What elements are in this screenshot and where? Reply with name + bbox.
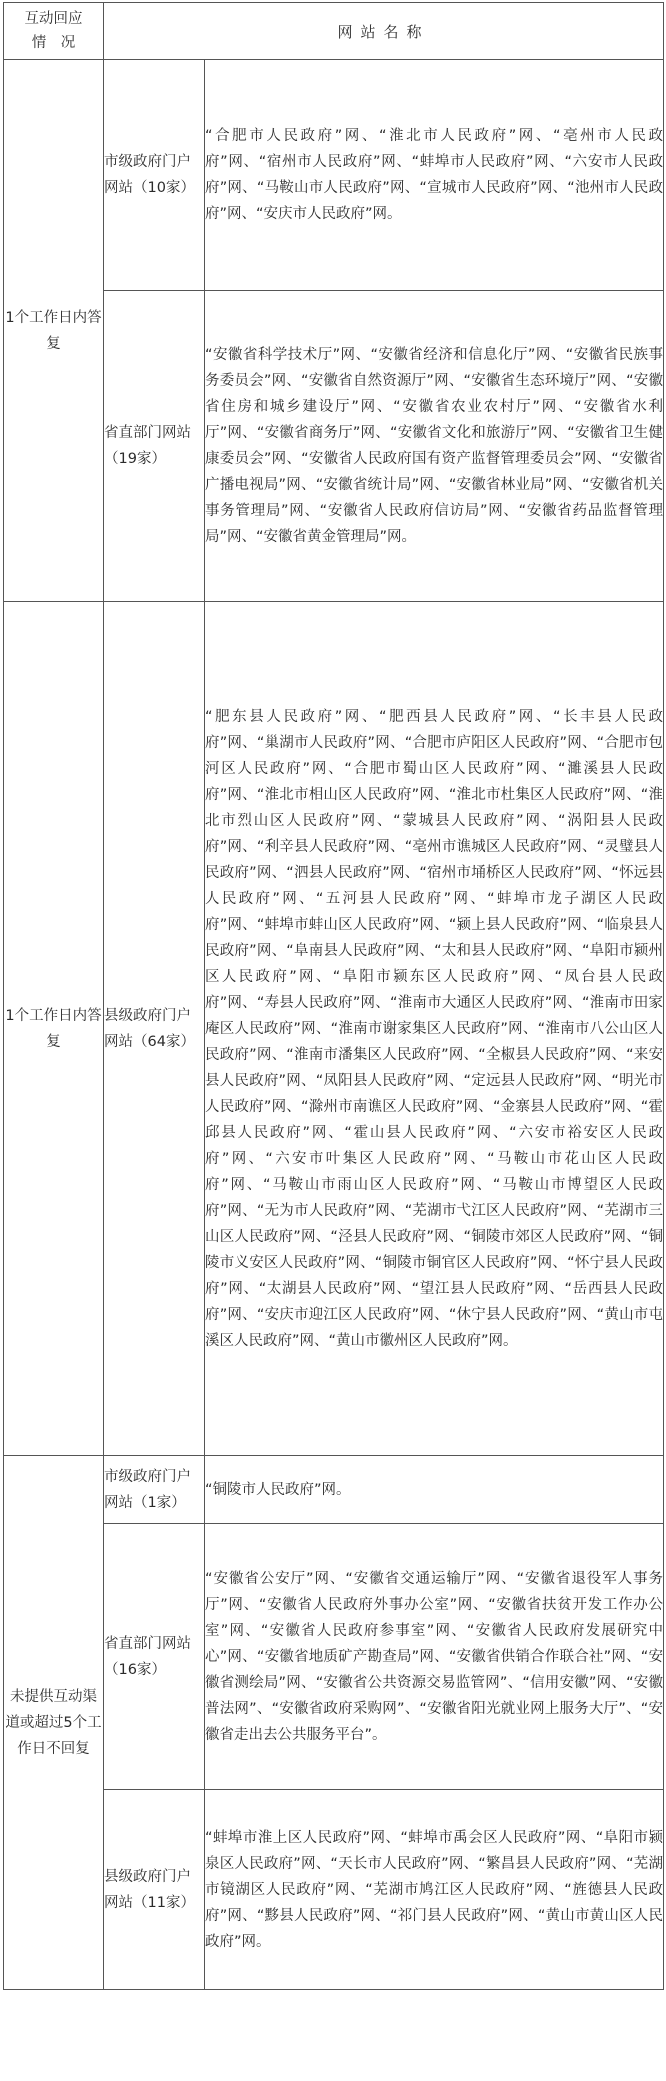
table-row (4, 602, 664, 1456)
category-cell: 市级政府门户网站（1家） (104, 1456, 205, 1524)
sites-cell: “铜陵市人民政府”网。 (205, 1456, 664, 1524)
sites-cell: “安徽省科学技术厅”网、“安徽省经济和信息化厅”网、“安徽省民族事务委员会”网、“安徽省自然资源厅”网、“安徽省生态环境厅”网、“安徽省住房和城乡建设厅”网、“安徽省农业农村厅”网、“安徽省水利厅”网、“安徽省商务厅”网、“安徽省文化和旅游厅”网、“安徽省卫生健康委员会”网、“安徽省人民政府国有资产监督管理委员会”网、“安徽省广播电视局”网、“安徽省统计局”网、“安徽省林业局”网、“安徽省机关事务管理局”网、“安徽省人民政府信访局”网、“安徽省药品监督管理局”网、“安徽省黄金管理局”网。 (205, 291, 664, 602)
table-row (4, 1456, 664, 1524)
category-cell: 省直部门网站（19家） (104, 291, 205, 602)
header-status (4, 3, 104, 60)
category-cell: 县级政府门户网站（64家） (104, 602, 205, 1456)
header-site-name: 网站名称 (104, 3, 664, 60)
category-cell: 县级政府门户网站（11家） (104, 1790, 205, 1990)
header-row (4, 3, 664, 60)
header-status-line1: 互动回应 (24, 11, 83, 27)
websites-response-table (3, 2, 664, 1990)
sites-cell: “肥东县人民政府”网、“肥西县人民政府”网、“长丰县人民政府”网、“巢湖市人民政府”网、“合肥市庐阳区人民政府”网、“合肥市包河区人民政府”网、“合肥市蜀山区人民政府”网、“濉溪县人民政府”网、“淮北市相山区人民政府”网、“淮北市杜集区人民政府”网、“淮北市烈山区人民政府”网、“蒙城县人民政府”网、“涡阳县人民政府”网、“利辛县人民政府”网、“亳州市谯城区人民政府”网、“灵璧县人民政府”网、“泗县人民政府”网、“宿州市埇桥区人民政府”网、“怀远县人民政府”网、“五河县人民政府”网、“蚌埠市龙子湖区人民政府”网、“蚌埠市蚌山区人民政府”网、“颍上县人民政府”网、“临泉县人民政府”网、“阜南县人民政府”网、“太和县人民政府”网、“阜阳市颍州区人民政府”网、“阜阳市颍东区人民政府”网、“凤台县人民政府”网、“寿县人民政府”网、“淮南市大通区人民政府”网、“淮南市田家庵区人民政府”网、“淮南市谢家集区人民政府”网、“淮南市八公山区人民政府”网、“淮南市潘集区人民政府”网、“全椒县人民政府”网、“来安县人民政府”网、“凤阳县人民政府”网、“定远县人民政府”网、“明光市人民政府”网、“滁州市南谯区人民政府”网、“金寨县人民政府”网、“霍邱县人民政府”网、“霍山县人民政府”网、“六安市裕安区人民政府”网、“六安市叶集区人民政府”网、“马鞍山市花山区人民政府”网、“马鞍山市雨山区人民政府”网、“马鞍山市博望区人民政府”网、“无为市人民政府”网、“芜湖市弋江区人民政府”网、“芜湖市三山区人民政府”网、“泾县人民政府”网、“铜陵市郊区人民政府”网、“铜陵市义安区人民政府”网、“铜陵市铜官区人民政府”网、“怀宁县人民政府”网、“太湖县人民政府”网、“望江县人民政府”网、“岳西县人民政府”网、“安庆市迎江区人民政府”网、“休宁县人民政府”网、“黄山市屯溪区人民政府”网、“黄山市徽州区人民政府”网。 (205, 602, 664, 1456)
status-cell: 1个工作日内答复 (4, 60, 104, 602)
status-cell: 未提供互动渠道或超过5个工作日不回复 (4, 1456, 104, 1990)
status-cell: 1个工作日内答复 (4, 602, 104, 1456)
sites-cell: “合肥市人民政府”网、“淮北市人民政府”网、“亳州市人民政府”网、“宿州市人民政府”网、“蚌埠市人民政府”网、“六安市人民政府”网、“马鞍山市人民政府”网、“宣城市人民政府”网、“池州市人民政府”网、“安庆市人民政府”网。 (205, 60, 664, 291)
sites-cell: “安徽省公安厅”网、“安徽省交通运输厅”网、“安徽省退役军人事务厅”网、“安徽省人民政府外事办公室”网、“安徽省扶贫开发工作办公室”网、“安徽省人民政府参事室”网、“安徽省人民政府发展研究中心”网、“安徽省地质矿产勘查局”网、“安徽省供销合作联合社”网、“安徽省测绘局”网、“安徽省公共资源交易监管网”、“信用安徽”网、“安徽普法网”、“安徽省政府采购网”、“安徽省阳光就业网上服务大厅”、“安徽省走出去公共服务平台”。 (205, 1524, 664, 1790)
header-status-line2: 情 况 (31, 35, 76, 51)
sites-cell: “蚌埠市淮上区人民政府”网、“蚌埠市禹会区人民政府”网、“阜阳市颍泉区人民政府”网、“天长市人民政府”网、“繁昌县人民政府”网、“芜湖市镜湖区人民政府”网、“芜湖市鸠江区人民政府”网、“旌德县人民政府”网、“黟县人民政府”网、“祁门县人民政府”网、“黄山市黄山区人民政府”网。 (205, 1790, 664, 1990)
table-row (4, 60, 664, 291)
category-cell: 市级政府门户网站（10家） (104, 60, 205, 291)
category-cell: 省直部门网站（16家） (104, 1524, 205, 1790)
